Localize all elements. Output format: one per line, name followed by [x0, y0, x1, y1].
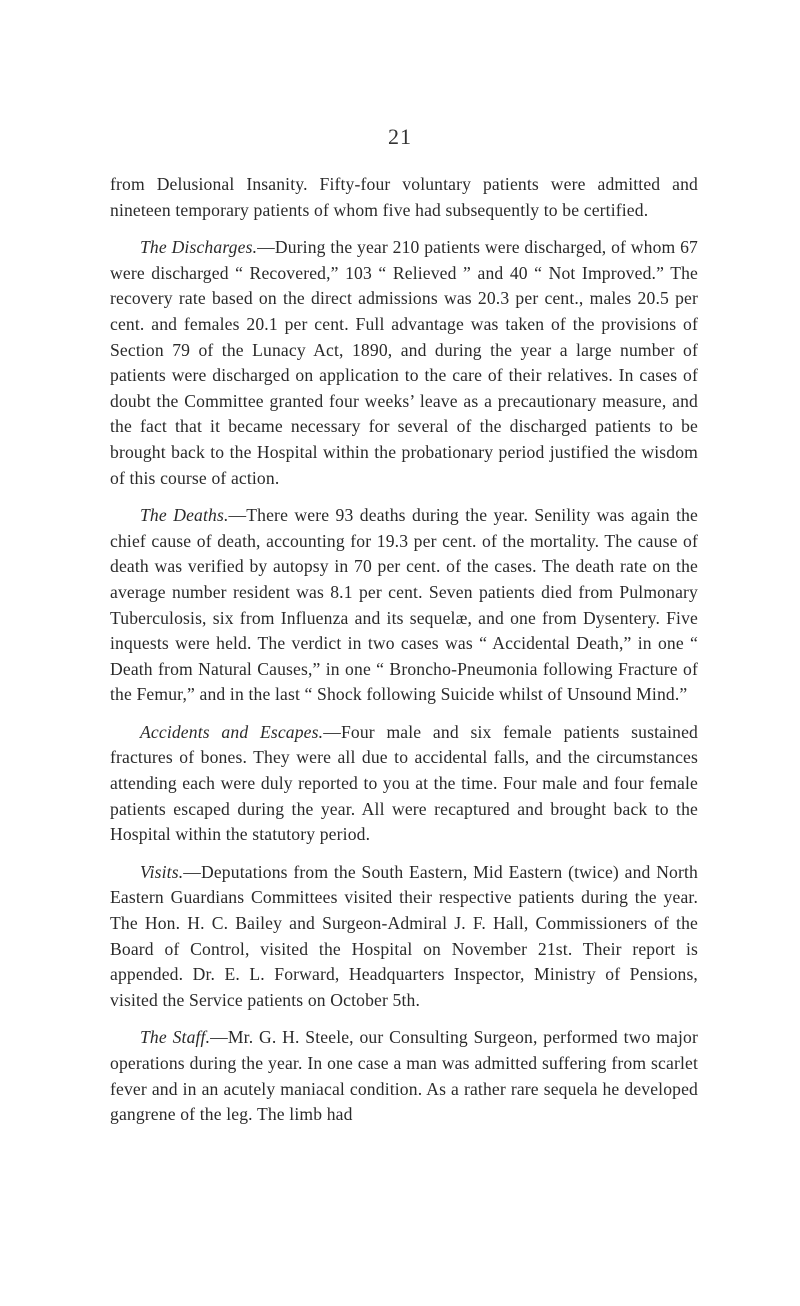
- paragraph-visits: [110, 860, 698, 1014]
- paragraph-text: —There were 93 deaths during the year. Senility was again the chief cause of death, accounting for 19.3 per cent. of the mortality. The cause of death was verified by autopsy in 70 per cent. of the cases. The death rate on the average number resident was 8.1 per cent. Seven patients died from Pulmonary Tuberculosis, six from Influenza and its sequelæ, and one from Dysentery. Five inquests were held. The verdict in two cases was “ Accidental Death,” in one “ Death from Natural Causes,” in one “ Broncho-Pneumonia following Fracture of the Femur,” and in the last “ Shock following Suicide whilst of Unsound Mind.”: [110, 505, 699, 705]
- paragraph-text: —Four male and six female patients sustained fractures of bones. They were all due to accidental falls, and the circumstances attending each were duly reported to you at the time. Four male and four female patients escaped during the year. All were recaptured and brought back to the Hospital within the statutory period.: [110, 721, 698, 845]
- paragraph-deaths: [110, 503, 698, 708]
- page-number: 21: [388, 124, 412, 149]
- paragraph-discharges: [110, 235, 698, 491]
- body-text: [110, 172, 698, 1140]
- paragraph-accidents-escapes: [110, 720, 698, 848]
- paragraph-continuation: [110, 172, 698, 223]
- paragraph-text: —During the year 210 patients were discharged, of whom 67 were discharged “ Recovered,” 103 “ Relieved ” and 40 “ Not Improved.” The recovery rate based on the direct admissions was 20.3 per cent., males 20.5 per cent. and females 20.1 per cent. Full advantage was taken of the provisions of Section 79 of the Lunacy Act, 1890, and during the year a large number of patients were discharged on application to the care of their relatives. In cases of doubt the Committee granted four weeks’ leave as a precautionary measure, and the fact that it became necessary for several of the discharged patients to be brought back to the Hospital within the probationary period justified the wisdom of this course of action.: [110, 237, 698, 488]
- paragraph-staff: [110, 1025, 698, 1127]
- paragraph-text: —Mr. G. H. Steele, our Consulting Surgeon, performed two major operations during the year. In one case a man was admitted suffering from scarlet fever and in an acutely maniacal condition. As a rather rare sequela he developed gangrene of the leg. The limb had: [110, 1027, 698, 1125]
- section-heading-visits: Visits.: [140, 861, 184, 882]
- section-heading-discharges: The Discharges.: [140, 237, 258, 258]
- paragraph-text: from Delusional Insanity. Fifty-four voluntary patients were admitted and nineteen temporary patients of whom five had subsequently to be certified.: [110, 174, 698, 220]
- section-heading-accidents-escapes: Accidents and Escapes.: [140, 721, 324, 742]
- section-heading-deaths: The Deaths.: [140, 505, 229, 526]
- section-heading-staff: The Staff.: [140, 1027, 211, 1048]
- paragraph-text: —Deputations from the South Eastern, Mid Eastern (twice) and North Eastern Guardians Committees visited their respective patients during the year. The Hon. H. C. Bailey and Surgeon-Admiral J. F. Hall, Commissioners of the Board of Control, visited the Hospital on November 21st. Their report is appended. Dr. E. L. Forward, Headquarters Inspector, Ministry of Pensions, visited the Service patients on October 5th.: [110, 861, 698, 1010]
